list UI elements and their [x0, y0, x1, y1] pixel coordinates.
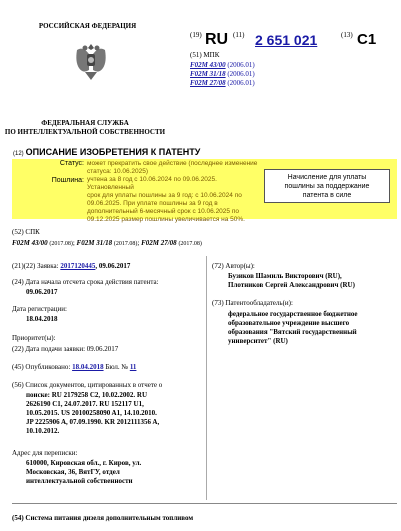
fee-payment-button[interactable]: Начисление для уплаты пошлины за поддержание патента в силе — [264, 169, 390, 203]
fee-text: учтена за 8 год с 10.06.2024 по 09.06.2025. Установленный срок для уплаты пошлины за 9 год: с 10.06.2024 по 09.06.2025. При уплате пошлины за 9 год в дополнительный 6-месячный срок с 10.06.2025 по 09.12.2025 размер пошлины увеличивается на 50%. — [87, 176, 245, 223]
references-label: (56) Список документов, цитированных в отчете о — [12, 381, 163, 389]
invention-title: (54) Система питания дизеля дополнительным топливом — [12, 514, 194, 522]
priority-label: Приоритет(ы): — [12, 334, 56, 342]
registration-date: 18.04.2018 — [26, 315, 58, 323]
mpk-version: (2006.01) — [227, 70, 255, 78]
owner: федеральное государственное бюджетное образовательное учреждение высшего образования "Вятский государственный университет" (RU) — [228, 310, 358, 345]
bulletin-number-link[interactable]: 11 — [129, 363, 137, 371]
section-divider — [12, 503, 397, 504]
patent-number-link[interactable]: 2 651 021 — [255, 32, 318, 48]
application: (21)(22) Заявка: 2017120445, 09.06.2017 — [12, 262, 131, 270]
status-label: Статус: — [59, 160, 84, 167]
mpk-class-link[interactable]: F02M 27/08 — [190, 79, 226, 87]
mpk-entry — [190, 70, 255, 78]
state-emblem-icon — [73, 40, 109, 82]
status-text: может прекратить свое действие (последнее изменение статуса: 10.06.2025) — [87, 160, 258, 175]
spk-entries: F02M 43/00 (2017.08); F02M 31/18 (2017.08); F02M 27/08 (2017.08) — [12, 239, 202, 247]
column-divider — [206, 256, 207, 500]
authors-label: (72) Автор(ы): — [212, 262, 255, 270]
code-11: (11) — [233, 31, 245, 39]
document-title — [13, 147, 200, 157]
publication-date-link[interactable]: 18.04.2018 — [72, 363, 104, 371]
fee-label: Пошлина: — [51, 177, 84, 184]
spk-class: F02M 43/00 — [12, 239, 48, 247]
registration-label: Дата регистрации: — [12, 305, 67, 313]
mpk-class-link[interactable]: F02M 43/00 — [190, 61, 226, 69]
mpk-class-link[interactable]: F02M 31/18 — [190, 70, 226, 78]
publication: (45) Опубликовано: 18.04.2018 Бюл. № 11 — [12, 363, 137, 371]
kind-code: C1 — [357, 31, 377, 48]
authors: Бузиков Шамиль Викторович (RU), Плотников Сергей Александрович (RU) — [228, 272, 355, 289]
mpk-version: (2006.01) — [227, 79, 255, 87]
mpk-entry — [190, 79, 255, 87]
mpk-entry — [190, 61, 255, 69]
term-start-date: 09.06.2017 — [26, 288, 58, 296]
spk-class: F02M 27/08 — [141, 239, 177, 247]
address-label: Адрес для переписки: — [12, 449, 78, 457]
code-13: (13) — [341, 31, 353, 39]
country-name: РОССИЙСКАЯ ФЕДЕРАЦИЯ — [38, 22, 137, 30]
mpk-label: (51) МПК — [190, 51, 220, 59]
application-number-link[interactable]: 2017120445 — [60, 262, 96, 270]
term-start-label: (24) Дата начала отсчета срока действия патента: — [12, 278, 159, 286]
mpk-version: (2006.01) — [227, 61, 255, 69]
country-code: RU — [205, 31, 229, 48]
agency-line-2: ПО ИНТЕЛЛЕКТУАЛЬНОЙ СОБСТВЕННОСТИ — [4, 128, 166, 136]
address: 610000, Кировская обл., г. Киров, ул. Московская, 36, ВятГУ, отдел интеллектуальной собственности — [26, 459, 142, 485]
owner-label: (73) Патентообладатель(и): — [212, 299, 293, 307]
spk-class: F02M 31/18 — [76, 239, 113, 247]
references-list: поиске: RU 2179258 C2, 10.02.2002. RU 2626190 C1, 24.07.2017. RU 152117 U1, 10.05.2015. US 20100258090 A1, 14.10.2010. JP 2225906 A, 07.09.1990. KR 2012111356 A, 10.10.2012. — [26, 391, 160, 435]
code-19: (19) — [190, 31, 202, 39]
filing-date: (22) Дата подачи заявки: 09.06.2017 — [12, 345, 119, 353]
code-12: (12) — [13, 151, 24, 157]
spk-label: (52) СПК — [12, 228, 40, 236]
agency-name — [0, 119, 170, 137]
agency-line-1: ФЕДЕРАЛЬНАЯ СЛУЖБА — [41, 119, 129, 127]
title-text: ОПИСАНИЕ ИЗОБРЕТЕНИЯ К ПАТЕНТУ — [25, 147, 201, 157]
